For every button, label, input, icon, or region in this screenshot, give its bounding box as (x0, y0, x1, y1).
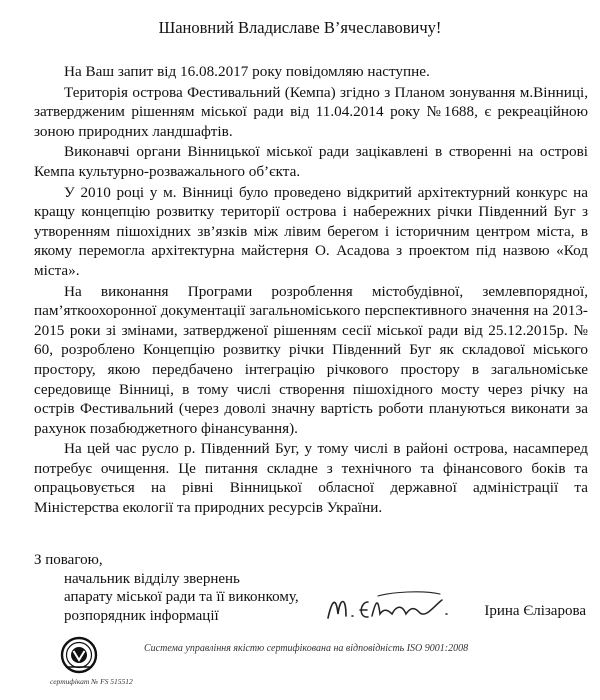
paragraph-zoning: Територія острова Фестивальний (Кемпа) згідно з Планом зонування м.Вінниці, затвердженим рішенням міської ради від 11.04.2014 року №1688, є рекреаційною зоною природних ландшафтів. (34, 83, 588, 140)
letter-salutation: Шановний Владиславе В’ячеславовичу! (158, 18, 442, 37)
paragraph-riverbed: На цей час русло р. Південний Буг, у тому числі в районі острова, насамперед потребує очищення. Це питання складне з технічного та фінансового боків та опрацьовується на рівні Вінницької обласної державної адміністрації та Міністерства екології та природних ресурсів України. (34, 440, 588, 517)
closing-regards: З повагою, (34, 552, 103, 568)
handwritten-signature (322, 588, 462, 628)
paragraph-request: На Ваш запит від 16.08.2017 року повідомляю наступне. (64, 63, 430, 80)
paragraph-contest: У 2010 році у м. Вінниці було проведено відкритий архітектурний конкурс на кращу концепцію розвитку території острова і набережних річки Південний Буг з утворенням пішохідних зв’язків між лівим берегом і історичним центром міста, в якому перемогла архітектурна майстерня О. Асадова з проектом під назвою «Код міста». (34, 183, 588, 279)
closing-position-2: апарату міської ради та її виконкому, (64, 589, 299, 605)
paragraph-program: На виконання Програми розроблення містобудівної, землевпорядної, пам’яткоохоронної документації загальноміського перспективного значення на 2013-2015 роки зі змінами, затвердженої рішенням сесії міської ради від 25.12.2015р. № 60, розроблено Концепцію розвитку річки Південний Буг як складової міського простору, якою передбачено інтеграцію річкового простору в загальноміське середовище Вінниці, в тому числі створення пішохідного мосту через річку на острів Фестивальний (через доволі значну вартість роботи плануються виконати за рахунок позабюджетного фінансування). (34, 282, 588, 437)
quality-certification-logo-icon (60, 636, 98, 674)
letter-footer (34, 636, 586, 692)
letter-body (34, 62, 588, 519)
iso-certification-note: Система управління якістю сертифікована на відповідність ISO 9001:2008 (144, 643, 469, 654)
closing-position-3: розпорядник інформації (64, 607, 219, 624)
closing-position-1: начальник відділу звернень (64, 570, 240, 587)
paragraph-interest: Виконавчі органи Вінницької міської ради зацікавлені в створенні на острові Кемпа культурно-розважального об’єкта. (34, 143, 588, 180)
signer-name: Ірина Єлізарова (484, 603, 586, 619)
letter-closing (34, 551, 299, 625)
certificate-number: сертифікат № FS 515512 (50, 677, 133, 686)
